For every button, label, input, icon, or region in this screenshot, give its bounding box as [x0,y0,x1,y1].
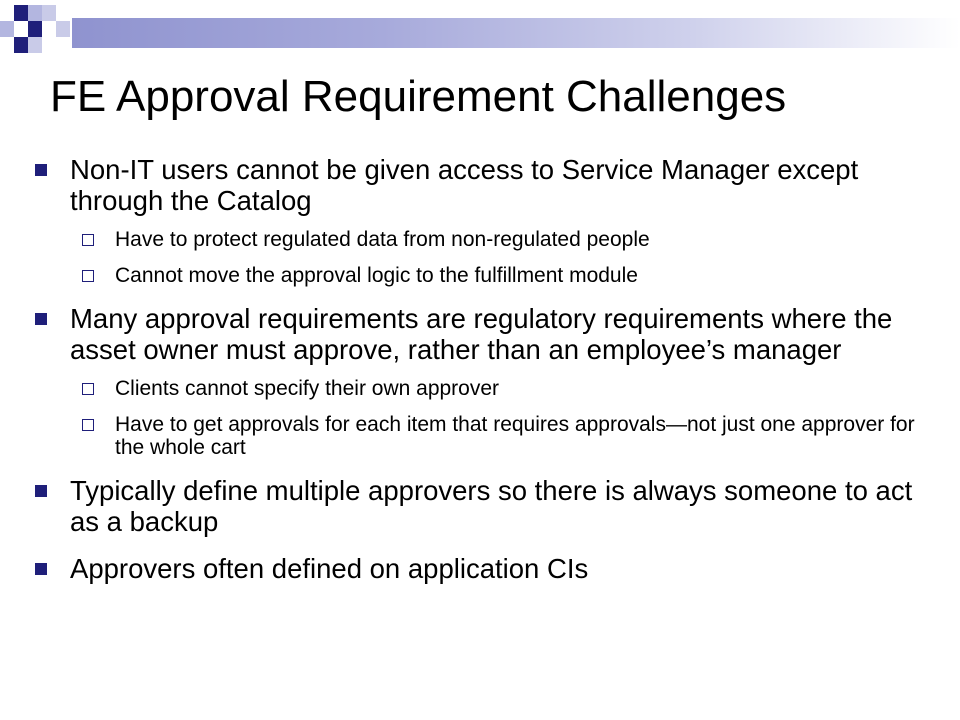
hollow-square-bullet-icon [82,419,94,431]
sub-bullet-text: Cannot move the approval logic to the fulfillment module [115,264,638,287]
hollow-square-bullet-icon [82,270,94,282]
hollow-square-bullet-icon [82,234,94,246]
slide-title: FE Approval Requirement Challenges [50,72,787,121]
corner-square-light-2 [28,5,42,21]
corner-square-navy-3 [14,37,28,53]
corner-square-navy-2 [28,21,42,37]
sub-bullet-item [70,228,939,251]
corner-decoration [0,0,80,60]
sub-bullet-text: Have to protect regulated data from non-regulated people [115,228,650,251]
corner-square-light-5 [56,21,70,37]
corner-square-light-4 [28,37,42,53]
sub-bullet-item [70,413,939,459]
square-bullet-icon [35,485,47,497]
slide-body [34,150,939,584]
bullet-item [34,154,939,216]
sub-bullet-text: Clients cannot specify their own approver [115,377,500,400]
hollow-square-bullet-icon [82,383,94,395]
square-bullet-icon [35,313,47,325]
bullet-item [34,303,939,365]
bullet-text: Many approval requirements are regulatory requirements where the asset owner must approve, rather than an employee’s manager [70,303,893,365]
bullet-text: Non-IT users cannot be given access to Service Manager except through the Catalog [70,154,859,216]
corner-square-light-1 [0,21,14,37]
header-gradient-bar [72,18,960,48]
bullet-item [34,553,939,584]
bullet-item [34,475,939,537]
square-bullet-icon [35,164,47,176]
square-bullet-icon [35,563,47,575]
sub-bullet-item [70,264,939,287]
corner-square-light-3 [42,5,56,21]
bullet-text: Typically define multiple approvers so there is always someone to act as a backup [70,475,913,537]
corner-square-navy-1 [14,5,28,21]
sub-bullet-item [70,377,939,400]
sub-bullet-text: Have to get approvals for each item that requires approvals—not just one approver for the whole cart [115,413,915,459]
bullet-text: Approvers often defined on application CIs [70,553,589,584]
